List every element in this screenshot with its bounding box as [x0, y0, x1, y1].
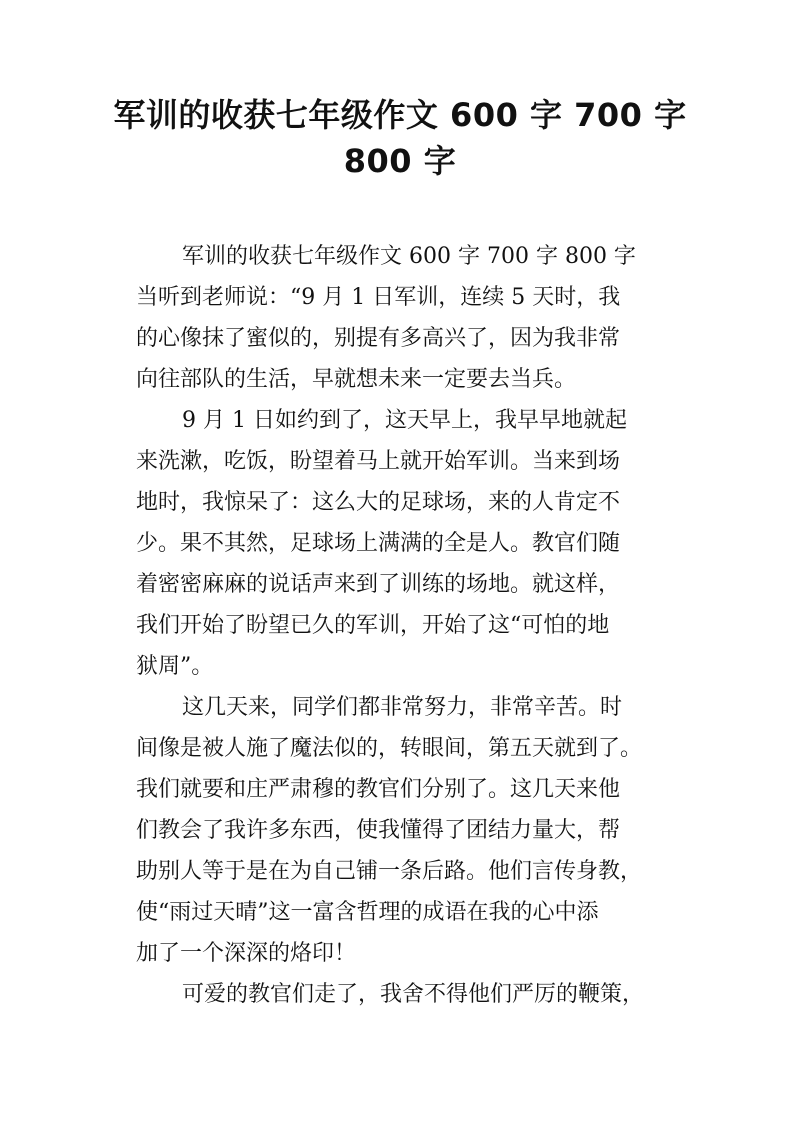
- article-body: [136, 236, 666, 1015]
- text-line: 着密密麻麻的说话声来到了训练的场地。就这样，: [136, 572, 621, 597]
- text-line: 当听到老师说：“9 月 1 日军训，连续 5 天时，我: [136, 285, 621, 310]
- text-line: 我们开始了盼望已久的军训，开始了这“可怕的地: [136, 613, 610, 638]
- text-line: 的心像抹了蜜似的，别提有多高兴了，因为我非常: [136, 326, 621, 351]
- text-line: 9 月 1 日如约到了，这天早上，我早早地就起: [182, 408, 627, 433]
- text-line: 间像是被人施了魔法似的，转眼间，第五天就到了。: [136, 736, 643, 761]
- text-line: 军训的收获七年级作文 600 字 700 字 800 字: [182, 244, 636, 269]
- text-line: 助别人等于是在为自己铺一条后路。他们言传身教，: [136, 859, 643, 884]
- text-line: 可爱的教官们走了，我舍不得他们严厉的鞭策，: [182, 982, 645, 1007]
- text-line: 狱周”。: [136, 654, 214, 679]
- title-line-1: 军训的收获七年级作文 600 字 700 字: [113, 96, 687, 134]
- text-line: 这几天来，同学们都非常努力，非常辛苦。时: [182, 695, 623, 720]
- text-line: 向往部队的生活，早就想未来一定要去当兵。: [136, 367, 577, 392]
- text-line: 来洗漱，吃饭，盼望着马上就开始军训。当来到场: [136, 449, 621, 474]
- document-title: [0, 92, 800, 184]
- text-line: 们教会了我许多东西，使我懂得了团结力量大，帮: [136, 818, 621, 843]
- text-line: 我们就要和庄严肃穆的教官们分别了。这几天来他: [136, 777, 621, 802]
- text-line: 地时，我惊呆了：这么大的足球场，来的人肯定不: [136, 490, 621, 515]
- title-line-2: 800 字: [343, 142, 457, 180]
- text-line: 使“雨过天晴”这一富含哲理的成语在我的心中添: [136, 900, 599, 925]
- text-line: 加了一个深深的烙印！: [136, 941, 357, 966]
- text-line: 少。果不其然，足球场上满满的全是人。教官们随: [136, 531, 621, 556]
